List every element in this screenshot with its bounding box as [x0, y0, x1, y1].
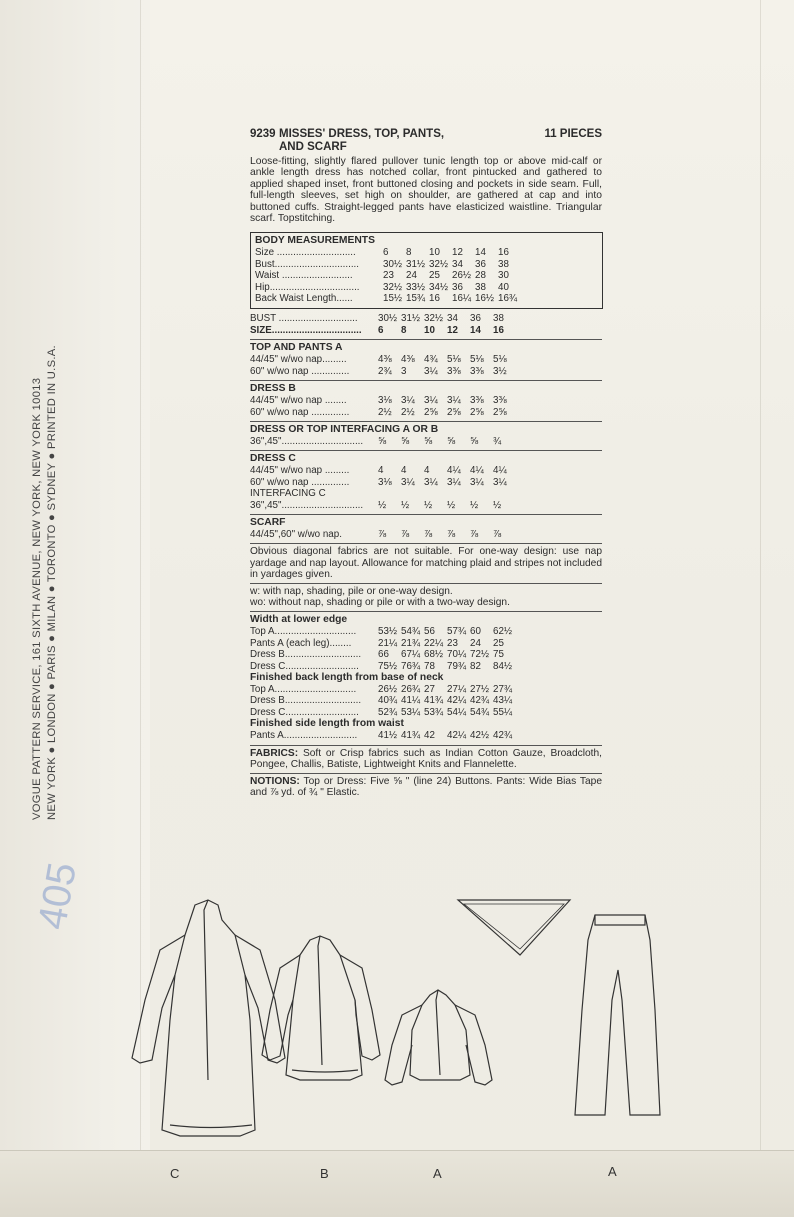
row-value: 70¼: [447, 649, 467, 661]
divider: [250, 611, 602, 612]
view-letter-a-pants: A: [608, 1164, 617, 1179]
row-value: 4: [378, 465, 384, 477]
row-value: 2½: [401, 406, 415, 418]
yardage-table: [250, 339, 602, 540]
row-value: ¾: [493, 435, 502, 447]
row-value: 75: [493, 649, 504, 661]
table-row: [250, 488, 602, 499]
pattern-number: 9239: [250, 128, 276, 140]
row-value: 42¼: [447, 695, 467, 707]
row-value: 41½: [378, 730, 398, 742]
row-value: ⅞: [493, 528, 502, 540]
row-value: 14: [475, 247, 486, 259]
row-value: 16½: [475, 293, 495, 305]
body-measurements-rows: [255, 247, 598, 304]
row-value: 57¾: [447, 626, 467, 638]
row-label: Back Waist Length......: [255, 293, 353, 305]
row-value: ½: [424, 499, 433, 511]
row-value: 36: [475, 258, 486, 270]
table-section: [250, 424, 602, 447]
row-value: 4: [424, 465, 430, 477]
row-value: 23: [383, 270, 394, 282]
view-letter-c: C: [170, 1166, 180, 1180]
row-value: ⅞: [447, 528, 456, 540]
row-value: 78: [424, 660, 435, 672]
section-heading: TOP AND PANTS A: [250, 342, 343, 354]
row-value: 30½: [383, 258, 403, 270]
row-value: 36: [452, 281, 463, 293]
row-value: 5⅛: [470, 354, 484, 366]
view-letter-b: B: [320, 1166, 329, 1180]
row-value: 21¼: [378, 637, 398, 649]
row-value: 2⅝: [424, 406, 438, 418]
row-value: 4¼: [493, 465, 507, 477]
row-value: 2⅝: [470, 406, 484, 418]
row-value: ⅝: [470, 435, 479, 447]
garment-drawings: [100, 880, 680, 1180]
row-value: 56: [424, 626, 435, 638]
pattern-info: [250, 128, 602, 798]
row-label: Dress C...........................: [250, 706, 359, 718]
table-row: [250, 730, 602, 741]
row-value: 42¼: [447, 730, 467, 742]
row-value: 26½: [378, 683, 398, 695]
fabrics-text: Soft or Crisp fabrics such as Indian Cotton Gauze, Broadcloth, Pongee, Challis, Batiste, Lightweight Knits and Flannelette.: [250, 747, 602, 770]
row-value: 33½: [406, 281, 426, 293]
row-value: 16¾: [498, 293, 518, 305]
row-value: 2⅝: [493, 406, 507, 418]
row-value: 3¼: [493, 476, 507, 488]
table-row: [250, 695, 602, 706]
row-value: 3¼: [401, 476, 415, 488]
row-value: 34: [452, 258, 463, 270]
pattern-description: Loose-fitting, slightly flared pullover tunic length top or above mid-calf or ankle length dress has notched collar, front pintucked and gathered to applied shaped inset, front buttoned closing and pockets in side seam. Full, full-length sleeves, set high on shoulder, are gathered at cap and into buttoned cuffs. Straight-legged pants have elasticized waistline. Triangular scarf. Topstitching.: [250, 156, 602, 225]
row-value: 32½: [424, 313, 444, 325]
table-row: [250, 436, 602, 447]
section-heading: DRESS OR TOP INTERFACING A OR B: [250, 423, 439, 435]
row-value: 40¾: [378, 695, 398, 707]
row-value: 38: [475, 281, 486, 293]
row-label: 44/45",60" w/wo nap.: [250, 528, 342, 540]
row-value: 12: [452, 247, 463, 259]
row-value: 27: [424, 683, 435, 695]
row-value: 27½: [470, 683, 490, 695]
row-value: 75½: [378, 660, 398, 672]
row-value: 32½: [383, 281, 403, 293]
row-value: 79¾: [447, 660, 467, 672]
divider: [250, 543, 602, 544]
row-label: 36",45"..............................: [250, 435, 364, 447]
divider: [250, 421, 602, 422]
table-row: [250, 626, 602, 637]
table-row: [255, 282, 598, 293]
row-label: 44/45" w/wo nap .........: [250, 465, 350, 477]
table-row: [250, 407, 602, 418]
row-label: 44/45" w/wo nap.........: [250, 354, 347, 366]
table-section: [250, 453, 602, 511]
row-value: 82: [470, 660, 481, 672]
row-value: 24: [406, 270, 417, 282]
publisher-sidebar: [30, 0, 66, 820]
row-value: 3⅛: [378, 395, 392, 407]
row-value: 3: [401, 365, 407, 377]
row-value: 8: [401, 324, 407, 336]
row-value: 54¾: [470, 706, 490, 718]
row-label: Hip.................................: [255, 281, 360, 293]
row-label: Dress C...........................: [250, 660, 359, 672]
publisher-cities: NEW YORK ● LONDON ● PARIS ● MILAN ● TORONTO ● SYDNEY ● PRINTED IN U.S.A.: [46, 345, 58, 820]
pieces-count: 11 PIECES: [544, 128, 602, 140]
row-value: 66: [378, 649, 389, 661]
row-value: 14: [470, 324, 481, 336]
table-row: [250, 500, 602, 511]
section-heading: Finished side length from waist: [250, 718, 404, 730]
row-label: 36",45"..............................: [250, 499, 364, 511]
row-value: 15½: [383, 293, 403, 305]
top-a-drawing: [385, 990, 492, 1085]
row-value: ⅞: [401, 528, 410, 540]
row-value: ½: [470, 499, 479, 511]
row-value: 3¼: [447, 395, 461, 407]
row-value: 42¾: [470, 695, 490, 707]
table-row: [250, 354, 602, 365]
row-value: 42¾: [493, 730, 513, 742]
table-row: [250, 661, 602, 672]
row-value: 4¼: [470, 465, 484, 477]
row-value: ½: [401, 499, 410, 511]
row-label: 60" w/wo nap ..............: [250, 406, 350, 418]
table-row: [250, 529, 602, 540]
row-value: 38: [493, 313, 504, 325]
row-value: 10: [429, 247, 440, 259]
row-value: 2½: [378, 406, 392, 418]
view-letter-a-top: A: [433, 1166, 442, 1180]
row-value: 3⅜: [493, 395, 507, 407]
pattern-title: [279, 128, 522, 154]
divider: [250, 745, 602, 746]
row-value: 34½: [429, 281, 449, 293]
right-crease: [760, 0, 761, 1180]
row-value: 41¼: [401, 695, 421, 707]
row-value: 3⅛: [378, 476, 392, 488]
table-section: [250, 614, 602, 672]
row-value: 3⅜: [470, 365, 484, 377]
divider: [250, 339, 602, 340]
row-value: 55¼: [493, 706, 513, 718]
row-value: 24: [470, 637, 481, 649]
row-value: [401, 488, 424, 499]
title-line-2: AND SCARF: [279, 141, 347, 153]
row-value: 3¼: [424, 395, 438, 407]
row-value: [447, 488, 470, 499]
row-label: Dress B............................: [250, 695, 362, 707]
divider: [250, 380, 602, 381]
row-value: 67¼: [401, 649, 421, 661]
row-value: 26¾: [401, 683, 421, 695]
table-row: [250, 638, 602, 649]
notions-label: NOTIONS:: [250, 776, 300, 788]
row-value: 38: [498, 258, 509, 270]
title-line-1: MISSES' DRESS, TOP, PANTS,: [279, 128, 445, 140]
table-row: [250, 465, 602, 476]
row-value: 5⅛: [493, 354, 507, 366]
divider: [250, 450, 602, 451]
table-row: [255, 270, 598, 281]
row-value: 30½: [378, 313, 398, 325]
row-value: 60: [470, 626, 481, 638]
notions-text: Top or Dress: Five ⅝ " (line 24) Buttons. Pants: Wide Bias Tape and ⅞ yd. of ¾ " Elastic.: [250, 776, 602, 799]
row-value: 27¾: [493, 683, 513, 695]
row-value: 76¾: [401, 660, 421, 672]
row-value: 72½: [470, 649, 490, 661]
row-value: 31½: [406, 258, 426, 270]
fabrics-label: FABRICS:: [250, 747, 299, 759]
divider: [250, 514, 602, 515]
row-value: 23: [447, 637, 458, 649]
row-value: 15¾: [406, 293, 426, 305]
table-row: [250, 707, 602, 718]
table-row: [250, 477, 602, 488]
row-label: 44/45" w/wo nap ........: [250, 395, 347, 407]
row-value: ⅝: [447, 435, 456, 447]
section-heading: SCARF: [250, 516, 286, 528]
row-label: Top A..............................: [250, 626, 357, 638]
row-label: Top A..............................: [250, 683, 357, 695]
row-label: Dress B............................: [250, 649, 362, 661]
section-heading: DRESS B: [250, 383, 296, 395]
row-label: Waist ..........................: [255, 270, 353, 282]
row-value: 62½: [493, 626, 513, 638]
row-value: 16: [498, 247, 509, 259]
row-value: 40: [498, 281, 509, 293]
row-value: 12: [447, 324, 458, 336]
row-value: 2¾: [378, 365, 392, 377]
row-value: 16¼: [452, 293, 472, 305]
row-value: 4¾: [424, 354, 438, 366]
table-row: [255, 247, 598, 258]
row-value: ½: [493, 499, 502, 511]
row-value: [378, 488, 401, 499]
row-label: Bust...............................: [255, 258, 359, 270]
publisher-address: VOGUE PATTERN SERVICE, 161 SIXTH AVENUE, NEW YORK, NEW YORK 10013: [31, 377, 43, 820]
row-value: 3¼: [424, 476, 438, 488]
row-value: 3¼: [447, 476, 461, 488]
section-heading: Finished back length from base of neck: [250, 671, 444, 683]
table-section: [250, 383, 602, 418]
row-value: 4⅜: [378, 354, 392, 366]
scarf-drawing: [458, 900, 570, 955]
row-value: ⅞: [378, 528, 387, 540]
row-label: SIZE.................................: [250, 324, 362, 336]
row-value: 4⅜: [401, 354, 415, 366]
row-value: 6: [378, 324, 384, 336]
row-value: 53¼: [401, 706, 421, 718]
row-value: 34: [447, 313, 458, 325]
table-row: [250, 684, 602, 695]
section-heading: Width at lower edge: [250, 614, 348, 626]
body-measurements-heading: BODY MEASUREMENTS: [255, 235, 375, 247]
finished-measurements-table: [250, 614, 602, 741]
row-value: ⅞: [470, 528, 479, 540]
table-section: [250, 342, 602, 377]
pattern-header: [250, 128, 602, 154]
row-value: 25: [493, 637, 504, 649]
row-value: 10: [424, 324, 435, 336]
row-value: 3⅜: [447, 365, 461, 377]
row-value: 3¼: [401, 395, 415, 407]
row-label: Pants A...........................: [250, 730, 358, 742]
row-value: ⅝: [424, 435, 433, 447]
table-row: [250, 325, 602, 336]
divider: [250, 773, 602, 774]
row-value: ½: [447, 499, 456, 511]
row-value: 41¾: [401, 730, 421, 742]
row-value: 21¾: [401, 637, 421, 649]
row-value: 28: [475, 270, 486, 282]
notions-paragraph: [250, 776, 602, 798]
row-value: 52¾: [378, 706, 398, 718]
nap-note-w: w: with nap, shading, pile or one-way design.: [250, 585, 453, 597]
row-label: Size .............................: [255, 247, 356, 259]
row-value: 3⅜: [470, 395, 484, 407]
row-value: 54¾: [401, 626, 421, 638]
fabric-notes: Obvious diagonal fabrics are not suitable. For one-way design: use nap yardage and nap layout. Allowance for matching plaid and stripes not included in yardages given.: [250, 546, 602, 580]
row-label: Pants A (each leg)........: [250, 637, 352, 649]
row-label: 60" w/wo nap ..............: [250, 365, 350, 377]
row-value: 5⅛: [447, 354, 461, 366]
row-value: 68½: [424, 649, 444, 661]
row-value: 43¼: [493, 695, 513, 707]
table-row: [250, 313, 602, 324]
bust-size-table: [250, 313, 602, 336]
row-value: 3½: [493, 365, 507, 377]
row-value: 3¼: [424, 365, 438, 377]
row-value: 84½: [493, 660, 513, 672]
table-row: [255, 259, 598, 270]
row-value: ⅝: [401, 435, 410, 447]
table-row: [250, 366, 602, 377]
table-section: [250, 517, 602, 540]
row-label: INTERFACING C: [250, 488, 326, 500]
handwritten-stamp: 405: [30, 859, 85, 933]
nap-note-wo: wo: without nap, shading or pile or with a two-way design.: [250, 597, 510, 609]
row-value: ⅞: [424, 528, 433, 540]
row-value: 26½: [452, 270, 472, 282]
row-value: 32½: [429, 258, 449, 270]
row-label: 60" w/wo nap ..............: [250, 476, 350, 488]
section-heading: DRESS C: [250, 453, 296, 465]
row-value: 2⅝: [447, 406, 461, 418]
row-value: 53¾: [424, 706, 444, 718]
row-value: [493, 488, 516, 499]
row-value: 6: [383, 247, 389, 259]
row-value: 16: [429, 293, 440, 305]
table-row: [250, 649, 602, 660]
row-value: ⅝: [378, 435, 387, 447]
row-value: 42½: [470, 730, 490, 742]
row-value: 31½: [401, 313, 421, 325]
row-value: 3¼: [470, 476, 484, 488]
row-value: 22¼: [424, 637, 444, 649]
row-value: 41¾: [424, 695, 444, 707]
dress-b-drawing: [262, 936, 380, 1080]
divider: [250, 583, 602, 584]
row-value: 16: [493, 324, 504, 336]
body-measurements-box: [250, 232, 603, 309]
row-value: 36: [470, 313, 481, 325]
row-value: 4¼: [447, 465, 461, 477]
row-value: 8: [406, 247, 412, 259]
fabrics-paragraph: [250, 748, 602, 770]
row-value: 54¼: [447, 706, 467, 718]
row-value: 42: [424, 730, 435, 742]
table-row: [255, 293, 598, 304]
row-value: 25: [429, 270, 440, 282]
row-value: [424, 488, 447, 499]
row-value: ½: [378, 499, 387, 511]
row-value: 27¼: [447, 683, 467, 695]
row-value: 30: [498, 270, 509, 282]
table-section: [250, 718, 602, 741]
row-label: BUST .............................: [250, 313, 358, 325]
table-row: [250, 395, 602, 406]
row-value: 53½: [378, 626, 398, 638]
dress-c-drawing: [132, 900, 285, 1136]
table-section: [250, 672, 602, 718]
pants-a-drawing: [575, 915, 660, 1115]
row-value: [470, 488, 493, 499]
row-value: 4: [401, 465, 407, 477]
